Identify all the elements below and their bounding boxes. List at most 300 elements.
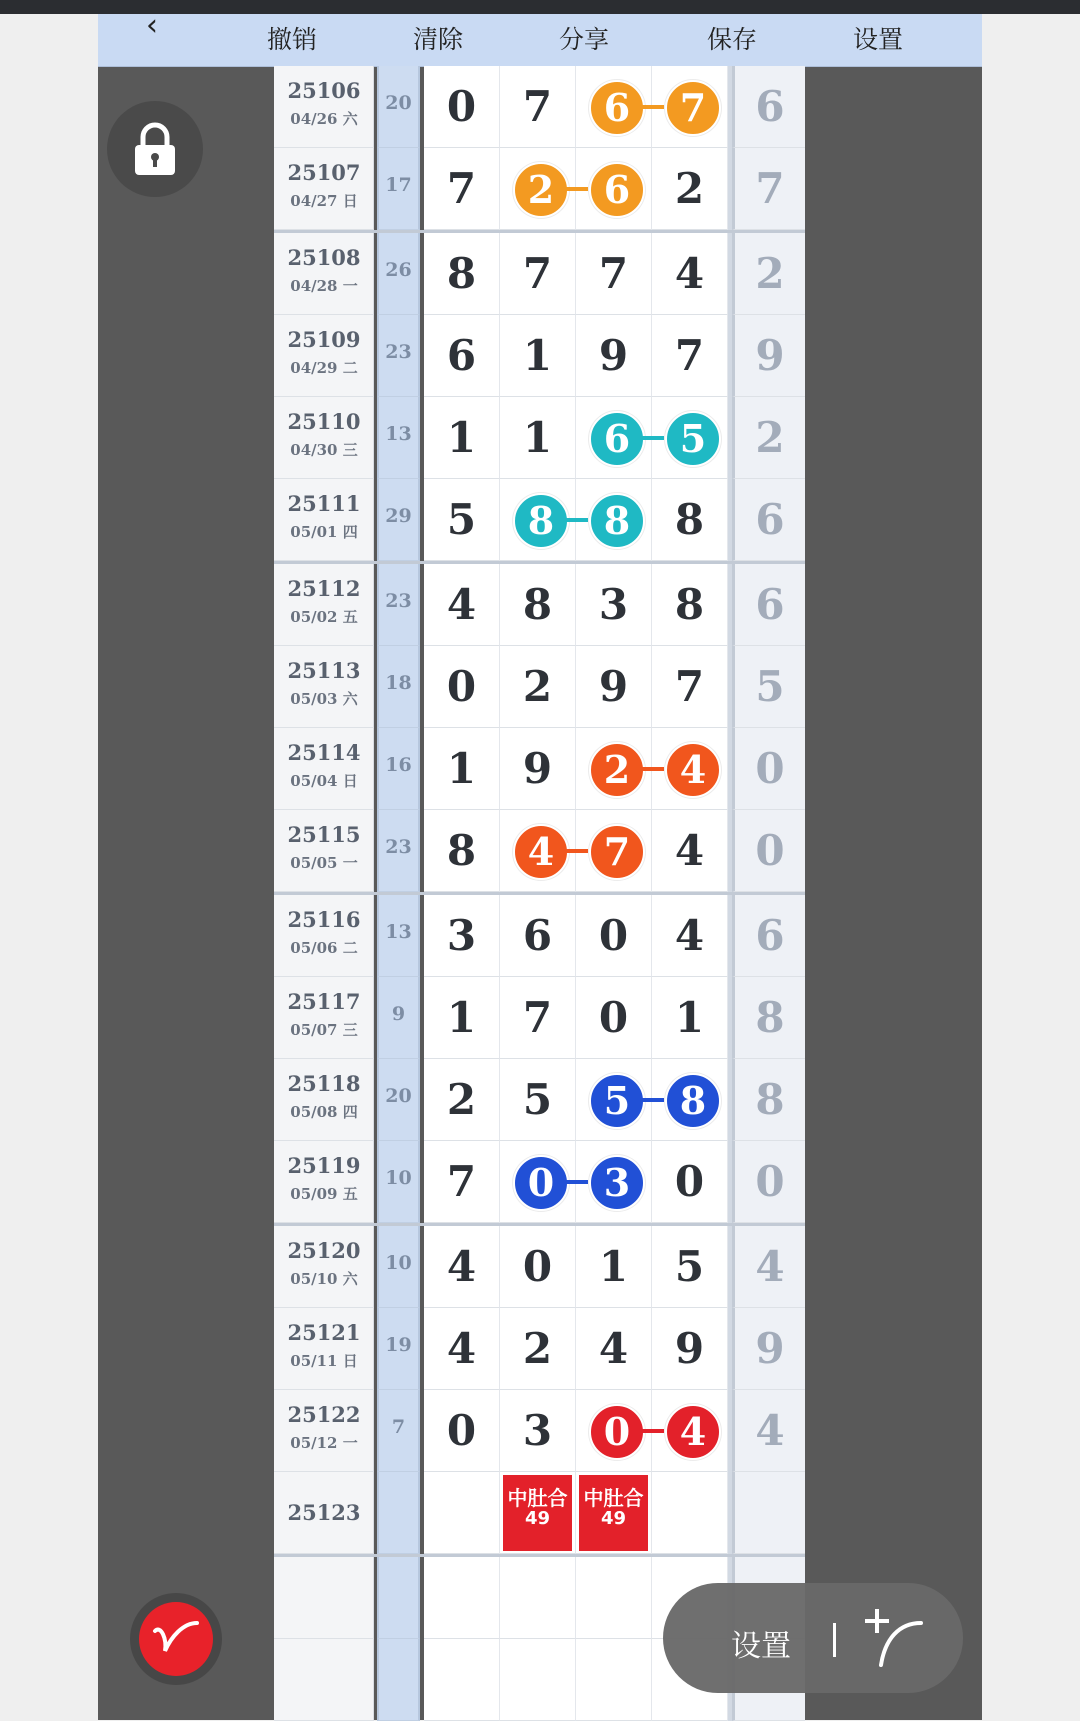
sum-value: 23 — [385, 341, 412, 363]
issue-cell — [274, 315, 374, 397]
digit-cell[interactable] — [652, 1472, 728, 1554]
digit-cell[interactable] — [500, 1308, 576, 1390]
highlight-ball: 8 — [665, 1073, 721, 1129]
highlight-ball: 8 — [589, 493, 645, 549]
save-button[interactable]: 保存 — [706, 25, 757, 54]
issue-date: 05/05 一 — [290, 854, 358, 872]
digit-cell[interactable] — [500, 397, 576, 479]
last-digit-cell — [732, 646, 805, 728]
highlight-ball: 0 — [589, 1404, 645, 1460]
digit-value: 0 — [522, 1242, 553, 1291]
digit-value: 3 — [522, 1406, 553, 1455]
last-digit-cell — [732, 148, 805, 230]
issue-date: 05/07 三 — [290, 1021, 358, 1039]
digit-cell[interactable] — [500, 728, 576, 810]
sum-cell — [377, 1226, 420, 1308]
issue-cell — [274, 1141, 374, 1223]
sum-cell — [377, 66, 420, 148]
sum-cell — [377, 1472, 420, 1554]
issue-cell — [274, 66, 374, 148]
digit-cell[interactable] — [576, 564, 652, 646]
last-digit-cell — [732, 1472, 805, 1554]
issue-date: 05/02 五 — [290, 608, 358, 626]
digit-value: 1 — [446, 413, 477, 462]
mark-number: 49 — [600, 1508, 627, 1529]
issue-number: 25115 — [287, 822, 361, 847]
table-row — [274, 1059, 805, 1141]
last-digit-value: 4 — [755, 1242, 785, 1291]
issue-number: 25119 — [287, 1153, 361, 1178]
issue-cell — [274, 1226, 374, 1308]
digit-value: 9 — [598, 331, 629, 380]
add-curve-icon[interactable] — [863, 1605, 927, 1669]
digit-value: 1 — [446, 993, 477, 1042]
highlight-ball: 3 — [589, 1155, 645, 1211]
issue-number: 25106 — [287, 78, 361, 103]
last-digit-cell — [732, 1141, 805, 1223]
last-digit-value: 8 — [755, 1075, 785, 1124]
digit-cell[interactable] — [652, 315, 728, 397]
issue-number: 25121 — [287, 1320, 361, 1345]
undo-button[interactable]: 撤销 — [266, 25, 317, 54]
digit-cell[interactable] — [424, 1639, 500, 1721]
digit-cell[interactable] — [576, 1141, 652, 1223]
digit-value: 2 — [522, 1324, 553, 1373]
sum-value: 29 — [385, 505, 412, 527]
sum-cell — [377, 564, 420, 646]
digit-cell[interactable] — [424, 148, 500, 230]
issue-date: 05/09 五 — [290, 1185, 358, 1203]
last-digit-value: 2 — [755, 413, 785, 462]
highlight-ball: 7 — [589, 824, 645, 880]
digit-value: 8 — [446, 249, 477, 298]
issue-cell — [274, 810, 374, 892]
digit-cell[interactable] — [652, 1141, 728, 1223]
digit-value: 8 — [522, 580, 553, 629]
pen-button[interactable] — [130, 1593, 222, 1685]
sum-value: 10 — [385, 1252, 412, 1274]
digit-value: 9 — [674, 1324, 705, 1373]
digit-value: 1 — [598, 1242, 629, 1291]
digit-value: 7 — [598, 249, 629, 298]
sum-value: 16 — [385, 754, 412, 776]
highlight-ball: 7 — [665, 80, 721, 136]
digit-value: 3 — [598, 580, 629, 629]
digit-value: 5 — [522, 1075, 553, 1124]
last-digit-cell — [732, 810, 805, 892]
share-button[interactable]: 分享 — [558, 25, 609, 54]
digit-value: 0 — [674, 1157, 705, 1206]
highlight-ball: 5 — [589, 1073, 645, 1129]
digit-cell[interactable] — [500, 1639, 576, 1721]
issue-number: 25110 — [287, 409, 361, 434]
digit-value: 7 — [446, 164, 477, 213]
last-digit-value: 8 — [755, 993, 785, 1042]
table-row — [274, 646, 805, 728]
last-digit-value: 6 — [755, 911, 785, 960]
digit-cell[interactable] — [424, 810, 500, 892]
issue-number: 25122 — [287, 1402, 361, 1427]
issue-date: 05/03 六 — [290, 690, 358, 708]
issue-cell — [274, 1557, 374, 1639]
last-digit-value: 9 — [755, 1324, 785, 1373]
table-row — [274, 1141, 805, 1223]
digit-value: 4 — [446, 1242, 477, 1291]
digit-value: 0 — [598, 911, 629, 960]
connector-line — [564, 1180, 588, 1184]
last-digit-cell — [732, 564, 805, 646]
digit-cell[interactable] — [424, 233, 500, 315]
digit-cell[interactable] — [652, 1390, 728, 1472]
digit-cell[interactable] — [652, 66, 728, 148]
last-digit-value: 0 — [755, 1157, 785, 1206]
connector-line — [564, 518, 588, 522]
digit-value: 3 — [446, 911, 477, 960]
prediction-mark[interactable] — [579, 1475, 648, 1551]
digit-value: 1 — [522, 413, 553, 462]
digit-cell[interactable] — [500, 315, 576, 397]
table-row — [274, 315, 805, 397]
digit-cell[interactable] — [652, 1226, 728, 1308]
lock-icon — [132, 121, 178, 177]
digit-cell[interactable] — [652, 148, 728, 230]
table-row — [274, 148, 805, 230]
highlight-ball: 6 — [589, 80, 645, 136]
digit-cell[interactable] — [500, 1226, 576, 1308]
clear-button[interactable]: 清除 — [412, 25, 463, 54]
digit-cell[interactable] — [500, 564, 576, 646]
highlight-ball: 0 — [513, 1155, 569, 1211]
mark-text: 中肚合 — [583, 1486, 644, 1510]
digit-cell[interactable] — [424, 646, 500, 728]
connector-line — [640, 105, 664, 109]
sum-cell — [377, 728, 420, 810]
sum-value: 10 — [385, 1167, 412, 1189]
table-row — [274, 561, 805, 646]
issue-date: 05/04 日 — [290, 772, 358, 790]
sum-value: 23 — [385, 590, 412, 612]
digit-cell[interactable] — [576, 977, 652, 1059]
connector-line — [640, 1098, 664, 1102]
last-digit-value: 6 — [755, 495, 785, 544]
digit-value: 4 — [598, 1324, 629, 1373]
floating-settings-label: 设置 — [731, 1629, 791, 1664]
digit-cell[interactable] — [652, 233, 728, 315]
issue-cell — [274, 895, 374, 977]
issue-date: 05/12 一 — [290, 1434, 358, 1452]
issue-number: 25117 — [287, 989, 361, 1014]
digit-value: 8 — [446, 826, 477, 875]
digit-value: 2 — [674, 164, 705, 213]
top-toolbar — [98, 8, 982, 67]
last-digit-cell — [732, 315, 805, 397]
digit-value: 9 — [522, 744, 553, 793]
digit-cell[interactable] — [576, 895, 652, 977]
last-digit-value: 9 — [755, 331, 785, 380]
sum-cell — [377, 397, 420, 479]
sum-cell — [377, 233, 420, 315]
digit-value: 6 — [446, 331, 477, 380]
digit-cell[interactable] — [424, 1557, 500, 1639]
digit-value: 4 — [674, 249, 705, 298]
table-row — [274, 977, 805, 1059]
table-row — [274, 892, 805, 977]
digit-value: 4 — [446, 580, 477, 629]
sum-cell — [377, 1639, 420, 1721]
digit-value: 7 — [522, 249, 553, 298]
digit-cell[interactable] — [424, 728, 500, 810]
issue-number: 25123 — [287, 1500, 361, 1525]
table-row — [274, 1223, 805, 1308]
digit-cell[interactable] — [576, 1557, 652, 1639]
issue-number: 25114 — [287, 740, 361, 765]
issue-date: 04/26 六 — [290, 110, 358, 128]
digit-cell[interactable] — [424, 66, 500, 148]
pen-icon — [151, 1617, 201, 1661]
sum-cell — [377, 148, 420, 230]
table-row — [274, 810, 805, 892]
digit-cell[interactable] — [652, 895, 728, 977]
digit-cell[interactable] — [424, 1308, 500, 1390]
issue-number: 25111 — [287, 491, 361, 516]
sum-cell — [377, 810, 420, 892]
sum-cell — [377, 1390, 420, 1472]
highlight-ball: 5 — [665, 411, 721, 467]
digit-cell[interactable] — [424, 895, 500, 977]
digit-value: 9 — [598, 662, 629, 711]
table-row — [274, 479, 805, 561]
digit-cell[interactable] — [576, 479, 652, 561]
issue-date: 04/30 三 — [290, 441, 358, 459]
digit-value: 0 — [598, 993, 629, 1042]
sum-value: 20 — [385, 92, 412, 114]
connector-line — [640, 767, 664, 771]
digit-value: 1 — [522, 331, 553, 380]
table-row — [274, 230, 805, 315]
issue-cell — [274, 564, 374, 646]
table-row — [274, 1308, 805, 1390]
digit-value: 5 — [674, 1242, 705, 1291]
connector-line — [564, 187, 588, 191]
digit-cell[interactable] — [576, 1639, 652, 1721]
floating-settings-button[interactable] — [663, 1583, 963, 1693]
digit-value: 4 — [674, 826, 705, 875]
issue-cell — [274, 977, 374, 1059]
sum-value: 18 — [385, 672, 412, 694]
page-margin — [982, 14, 1080, 1720]
digit-value: 4 — [674, 911, 705, 960]
last-digit-cell — [732, 479, 805, 561]
sum-cell — [377, 1557, 420, 1639]
sum-value: 17 — [385, 174, 412, 196]
digit-cell[interactable] — [500, 1390, 576, 1472]
digit-cell[interactable] — [652, 1059, 728, 1141]
digit-cell[interactable] — [652, 397, 728, 479]
table-row — [274, 397, 805, 479]
sum-value: 23 — [385, 836, 412, 858]
mark-number: 49 — [524, 1508, 551, 1529]
digit-cell[interactable] — [424, 1141, 500, 1223]
issue-number: 25113 — [287, 658, 361, 683]
digit-cell[interactable] — [424, 1390, 500, 1472]
digit-cell[interactable] — [576, 646, 652, 728]
digit-cell[interactable] — [652, 977, 728, 1059]
sum-cell — [377, 646, 420, 728]
last-digit-cell — [732, 66, 805, 148]
sum-value: 20 — [385, 1085, 412, 1107]
sum-value: 7 — [391, 1416, 406, 1438]
digit-cell[interactable] — [424, 479, 500, 561]
issue-date: 04/27 日 — [290, 192, 358, 210]
issue-cell — [274, 1308, 374, 1390]
digit-value: 5 — [446, 495, 477, 544]
sum-value: 19 — [385, 1334, 412, 1356]
issue-cell — [274, 479, 374, 561]
divider — [833, 1623, 836, 1657]
digit-cell[interactable] — [652, 1308, 728, 1390]
digit-value: 7 — [674, 662, 705, 711]
mark-text: 中肚合 — [507, 1486, 568, 1510]
pending-row — [274, 1472, 805, 1554]
digit-value: 6 — [522, 911, 553, 960]
sum-cell — [377, 479, 420, 561]
digit-cell[interactable] — [500, 66, 576, 148]
last-digit-cell — [732, 233, 805, 315]
digit-cell[interactable] — [576, 233, 652, 315]
back-arrow-icon[interactable]: ‹ — [146, 8, 158, 43]
last-digit-cell — [732, 895, 805, 977]
digit-cell[interactable] — [576, 810, 652, 892]
digit-cell[interactable] — [576, 148, 652, 230]
issue-cell — [274, 1472, 374, 1554]
digit-value: 1 — [674, 993, 705, 1042]
digit-cell[interactable] — [500, 233, 576, 315]
status-bar — [0, 0, 1080, 14]
table-row — [274, 66, 805, 148]
digit-cell[interactable] — [652, 479, 728, 561]
digit-value: 7 — [522, 82, 553, 131]
issue-cell — [274, 233, 374, 315]
issue-date: 05/08 四 — [290, 1103, 358, 1121]
digit-value: 1 — [446, 744, 477, 793]
digit-cell[interactable] — [424, 1059, 500, 1141]
issue-date: 04/28 一 — [290, 277, 358, 295]
sum-value: 13 — [385, 423, 412, 445]
digit-value: 7 — [522, 993, 553, 1042]
digit-cell[interactable] — [500, 1557, 576, 1639]
digit-value: 0 — [446, 662, 477, 711]
digit-cell[interactable] — [500, 977, 576, 1059]
sum-value: 9 — [391, 1003, 406, 1025]
highlight-ball: 6 — [589, 411, 645, 467]
digit-cell[interactable] — [424, 397, 500, 479]
issue-cell — [274, 728, 374, 810]
last-digit-value: 6 — [755, 82, 785, 131]
digit-value: 4 — [446, 1324, 477, 1373]
last-digit-cell — [732, 728, 805, 810]
highlight-ball: 2 — [513, 162, 569, 218]
last-digit-value: 6 — [755, 580, 785, 629]
digit-cell[interactable] — [500, 1472, 576, 1554]
digit-value: 2 — [446, 1075, 477, 1124]
digit-cell[interactable] — [576, 1472, 652, 1554]
sum-cell — [377, 977, 420, 1059]
digit-cell[interactable] — [500, 1059, 576, 1141]
digit-cell[interactable] — [652, 564, 728, 646]
issue-cell — [274, 646, 374, 728]
prediction-mark[interactable] — [503, 1475, 572, 1551]
lottery-trend-grid — [274, 66, 805, 1721]
digit-value: 8 — [674, 495, 705, 544]
connector-line — [640, 436, 664, 440]
last-digit-cell — [732, 1059, 805, 1141]
issue-cell — [274, 1059, 374, 1141]
digit-cell[interactable] — [576, 315, 652, 397]
table-row — [274, 728, 805, 810]
digit-value: 8 — [674, 580, 705, 629]
sum-value: 26 — [385, 259, 412, 281]
issue-date: 05/10 六 — [290, 1270, 358, 1288]
issue-date: 04/29 二 — [290, 359, 358, 377]
last-digit-value: 2 — [755, 249, 785, 298]
highlight-ball: 4 — [513, 824, 569, 880]
last-digit-value: 7 — [755, 164, 785, 213]
digit-cell[interactable] — [424, 315, 500, 397]
settings-button[interactable]: 设置 — [852, 25, 903, 54]
sum-cell — [377, 1059, 420, 1141]
last-digit-value: 4 — [755, 1406, 785, 1455]
digit-cell[interactable] — [652, 728, 728, 810]
table-row — [274, 1390, 805, 1472]
lock-button[interactable] — [107, 101, 203, 197]
last-digit-cell — [732, 977, 805, 1059]
digit-value: 0 — [446, 1406, 477, 1455]
highlight-ball: 4 — [665, 742, 721, 798]
issue-number: 25107 — [287, 160, 361, 185]
connector-line — [640, 1429, 664, 1433]
highlight-ball: 8 — [513, 493, 569, 549]
issue-number: 25109 — [287, 327, 361, 352]
issue-cell — [274, 148, 374, 230]
digit-cell[interactable] — [424, 1226, 500, 1308]
digit-cell[interactable] — [576, 1226, 652, 1308]
digit-value: 2 — [522, 662, 553, 711]
sum-cell — [377, 1308, 420, 1390]
highlight-ball: 2 — [589, 742, 645, 798]
last-digit-cell — [732, 1226, 805, 1308]
issue-number: 25112 — [287, 576, 361, 601]
issue-cell — [274, 1639, 374, 1721]
digit-value: 0 — [446, 82, 477, 131]
sum-value: 13 — [385, 921, 412, 943]
digit-value: 7 — [446, 1157, 477, 1206]
last-digit-cell — [732, 397, 805, 479]
digit-cell[interactable] — [652, 810, 728, 892]
last-digit-value: 0 — [755, 826, 785, 875]
connector-line — [564, 849, 588, 853]
last-digit-value: 5 — [755, 662, 785, 711]
digit-cell[interactable] — [424, 1472, 500, 1554]
issue-number: 25108 — [287, 245, 361, 270]
last-digit-value: 0 — [755, 744, 785, 793]
digit-cell[interactable] — [424, 564, 500, 646]
digit-cell[interactable] — [500, 895, 576, 977]
digit-cell[interactable] — [424, 977, 500, 1059]
digit-cell[interactable] — [652, 646, 728, 728]
sum-cell — [377, 895, 420, 977]
digit-cell[interactable] — [576, 1308, 652, 1390]
digit-cell[interactable] — [500, 646, 576, 728]
